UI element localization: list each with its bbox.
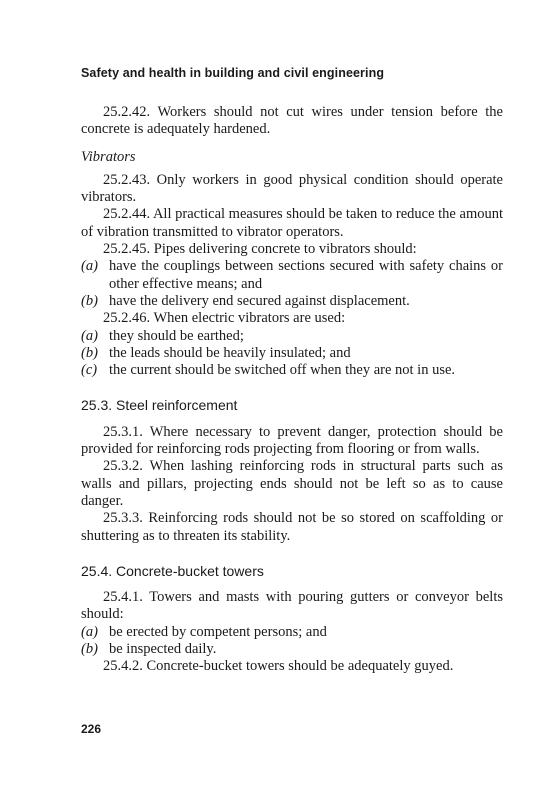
list-marker: (b) [81,344,98,361]
page-number: 226 [81,722,102,736]
list-item-text: be erected by competent persons; and [109,623,327,640]
paragraph: 25.3.2. When lashing reinforcing rods in structural parts such as walls and pillars, projecting ends should not be left so as to cause danger. [81,458,503,509]
paragraph: 25.4.1. Towers and masts with pouring gutters or conveyor belts should: [81,589,503,623]
list-marker: (c) [81,362,98,379]
list-item-text: the leads should be heavily insulated; and [109,344,351,361]
list-item [81,328,503,345]
running-head: Safety and health in building and civil engineering [81,66,385,80]
list-item-text: they should be earthed; [109,327,244,344]
paragraph: 25.2.43. Only workers in good physical condition should operate vibrators. [81,171,503,206]
list-item-text: have the couplings between sections secured with safety chains or other effective means; and [109,258,503,292]
subsection-title: Vibrators [81,148,136,165]
paragraph: 25.3.3. Reinforcing rods should not be so stored on scaffolding or shuttering as to threaten its stability. [81,510,503,544]
list-item [81,624,503,641]
section-heading: 25.4. Concrete-bucket towers [81,562,264,579]
list-marker: (a) [81,258,98,275]
list-marker: (b) [81,641,98,658]
paragraph: 25.2.44. All practical measures should be taken to reduce the amount of vibration transmitted to vibrator operators. [81,206,503,240]
list-marker: (a) [81,623,98,640]
list-item-text: have the delivery end secured against displacement. [109,292,410,309]
list-marker: (a) [81,327,98,344]
list-item [81,293,503,310]
list-item [81,641,503,658]
paragraph: 25.4.2. Concrete-bucket towers should be adequately guyed. [103,658,454,675]
paragraph: 25.2.45. Pipes delivering concrete to vibrators should: [103,241,417,258]
paragraph: 25.2.42. Workers should not cut wires under tension before the concrete is adequately hardened. [81,104,503,138]
list-item [81,258,503,293]
page-body [81,104,503,676]
list-marker: (b) [81,292,98,309]
list-item-text: be inspected daily. [109,641,217,658]
list-item [81,345,503,362]
paragraph: 25.2.46. When electric vibrators are used: [103,310,346,327]
paragraph: 25.3.1. Where necessary to prevent danger, protection should be provided for reinforcing rods projecting from flooring or from walls. [81,423,503,458]
section-heading: 25.3. Steel reinforcement [81,397,238,414]
list-item-text: the current should be switched off when they are not in use. [109,362,456,379]
list-item [81,362,503,379]
